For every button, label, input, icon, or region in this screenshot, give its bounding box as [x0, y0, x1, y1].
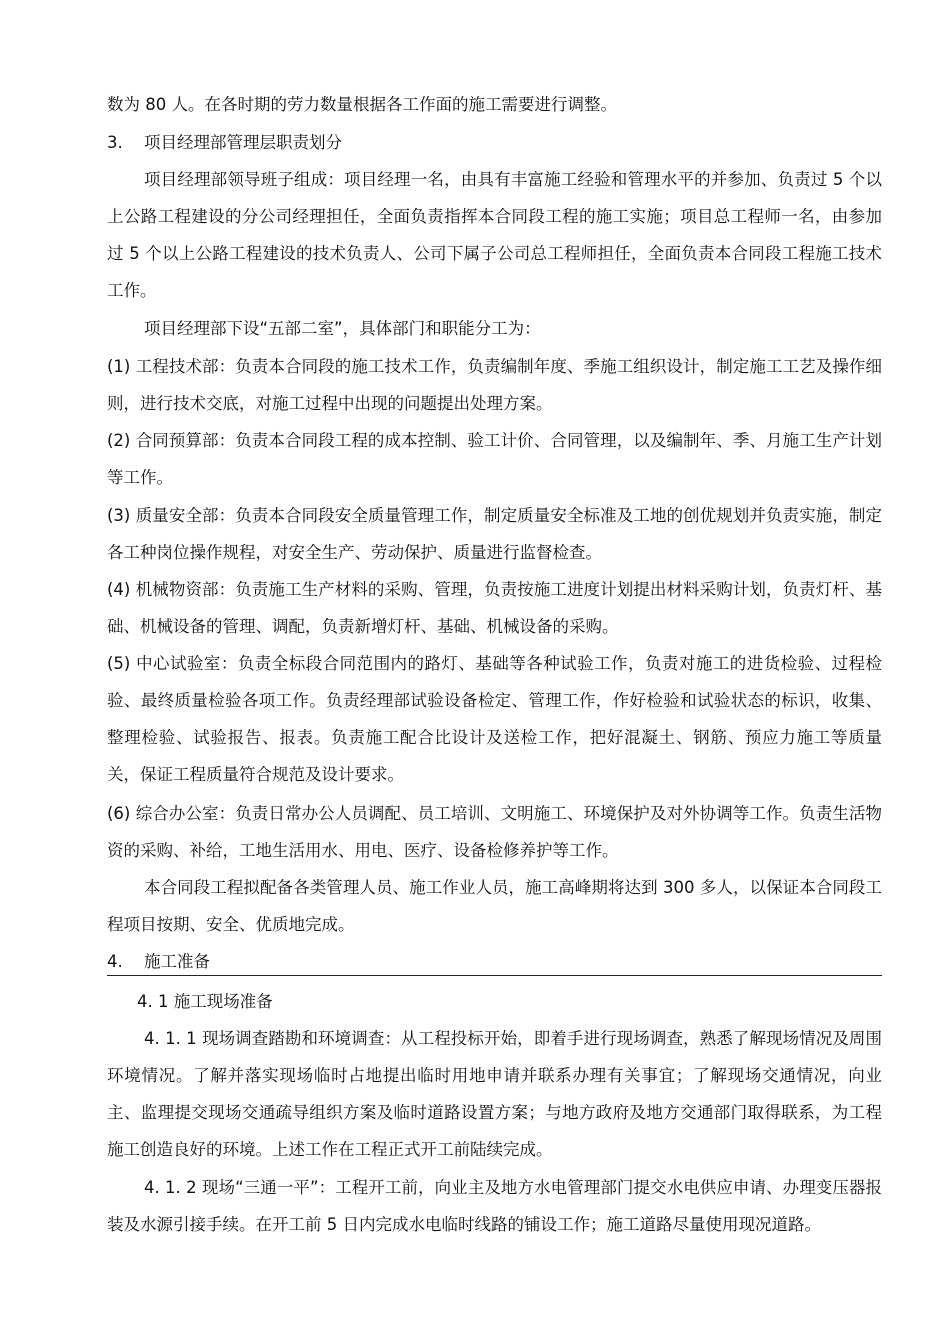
section-number: 4. [107, 952, 123, 971]
paragraph-departments: 项目经理部下设“五部二室”，具体部门和职能分工为： [144, 319, 541, 338]
list-item-contract-budget-dept: (2) 合同预算部：负责本合同段工程的成本控制、验工计价、合同管理，以及编制年、季、月施工生产计划等工作。 [107, 431, 882, 487]
continuation-line: 数为 80 人。在各时期的劳力数量根据各工作面的施工需要进行调整。 [107, 95, 617, 114]
section-number: 3. [107, 133, 123, 152]
list-item-central-laboratory: (5) 中心试验室：负责全标段合同范围内的路灯、基础等各种试验工作，负责对施工的进货检验、过程检验、最终质量检验各项工作。负责经理部试验设备检定、管理工作，作好检验和试验状态的标识，收集、整理检验、试验报告、报表。负责施工配合比设计及送检工作，把好混凝土、钢筋、预应力施工等质量关，保证工程质量符合规范及设计要求。 [107, 654, 882, 784]
list-item-engineering-dept: (1) 工程技术部：负责本合同段的施工技术工作，负责编制年度、季施工组织设计，制定施工工艺及操作细则，进行技术交底，对施工过程中出现的问题提出处理方案。 [107, 357, 882, 413]
section-heading-3 [107, 124, 882, 161]
list-item-general-office: (6) 综合办公室：负责日常办公人员调配、员工培训、文明施工、环境保护及对外协调等工作。负责生活物资的采购、补给，工地生活用水、用电、医疗、设备检修养护等工作。 [107, 804, 882, 860]
list-item-machinery-materials-dept: (4) 机械物资部：负责施工生产材料的采购、管理，负责按施工进度计划提出材料采购计划，负责灯杆、基础、机械设备的管理、调配，负责新增灯杆、基础、机械设备的采购。 [107, 580, 882, 636]
list-item-quality-safety-dept: (3) 质量安全部：负责本合同段安全质量管理工作，制定质量安全标准及工地的创优规划并负责实施，制定各工种岗位操作规程，对安全生产、劳动保护、质量进行监督检查。 [107, 506, 882, 562]
horizontal-divider [107, 975, 882, 976]
subsection-heading-4-1: 4. 1 施工现场准备 [137, 992, 273, 1011]
paragraph-4-1-2: 4. 1. 2 现场“三通一平”：工程开工前，向业主及地方水电管理部门提交水电供应申请、办理变压器报装及水源引接手续。在开工前 5 日内完成水电临时线路的铺设工作；施工道路尽量使用现况道路。 [107, 1178, 882, 1234]
paragraph-staffing: 本合同段工程拟配备各类管理人员、施工作业人员，施工高峰期将达到 300 多人，以保证本合同段工程项目按期、安全、优质地完成。 [107, 878, 882, 934]
section-title: 项目经理部管理层职责划分 [144, 133, 342, 152]
paragraph-4-1-1: 4. 1. 1 现场调查踏勘和环境调查：从工程投标开始，即着手进行现场调查，熟悉了解现场情况及周围环境情况。了解并落实现场临时占地提出临时用地申请并联系办理有关事宜；了解现场交通情况，向业主、监理提交现场交通疏导组织方案及临时道路设置方案；与地方政府及地方交通部门取得联系，为工程施工创造良好的环境。上述工作在工程正式开工前陆续完成。 [107, 1029, 882, 1159]
paragraph-leadership: 项目经理部领导班子组成：项目经理一名，由具有丰富施工经验和管理水平的并参加、负责过 5 个以上公路工程建设的分公司经理担任，全面负责指挥本合同段工程的施工实施；项目总工程师一名，由参加过 5 个以上公路工程建设的技术负责人、公司下属子公司总工程师担任，全面负责本合同段工程施工技术工作。 [107, 170, 882, 300]
section-title: 施工准备 [144, 952, 210, 971]
